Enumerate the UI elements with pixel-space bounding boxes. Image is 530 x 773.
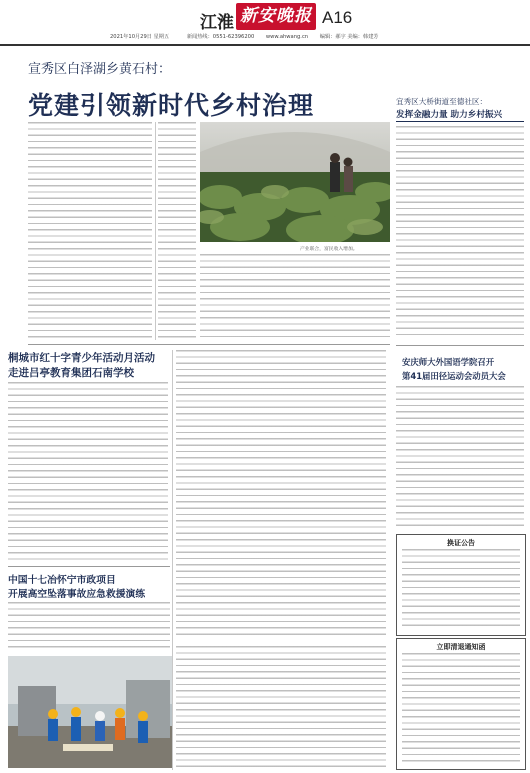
section-divider-3: [8, 566, 170, 567]
section-divider-2: [396, 345, 524, 346]
anqing-story-body: [396, 386, 524, 526]
masthead-logo: [236, 3, 316, 30]
masthead-divider: [0, 44, 530, 46]
notice-2-body: [402, 653, 520, 765]
notice-box-2: [396, 638, 526, 770]
date-line: 2021年10月29日 星期五: [110, 34, 170, 40]
masthead-logo-text: 新安晚报: [240, 6, 312, 26]
drill-photo: [8, 656, 172, 768]
rescue-drill-photo: [8, 656, 172, 768]
right-story-headline: 发挥金融力量 助力乡村振兴: [396, 110, 503, 120]
right-story-body: [396, 126, 524, 338]
masthead: [0, 0, 530, 46]
greenhouse-photo: [200, 122, 390, 242]
editors: 编辑：郝宇 美编：韩建芳: [319, 34, 379, 40]
column-divider: [155, 122, 156, 340]
column-divider: [172, 350, 173, 770]
hotel-story-headline-1: 桐城市红十字青少年活动月活动: [8, 352, 155, 364]
anqing-story-headline-1: 安庆师大外国语学院召开: [402, 357, 495, 367]
middle-story-body: [176, 350, 386, 640]
hotel-story-headline-2: 走进吕亭教育集团石南学校: [8, 367, 134, 379]
notice-1-body: [402, 549, 520, 631]
notice-2-title: 立即清退通知函: [436, 643, 486, 651]
right-story-divider: [396, 121, 524, 122]
masthead-page-number: A16: [322, 8, 353, 27]
lead-story-photo: [200, 122, 390, 242]
notice-1-title: 换证公告: [447, 539, 475, 547]
anqing-story-headline-2: 第41届田径运动会动员大会: [402, 371, 506, 381]
lead-story-body-col3: [200, 254, 390, 340]
right-story-kicker: 宜秀区大桥街道至德社区：: [396, 97, 488, 106]
party-story-headline-2: 开展高空坠落事故应急救援演练: [8, 589, 146, 600]
website: www.ahwang.cn: [265, 34, 309, 40]
lead-photo-caption: 产业联合，富民收入增加。: [300, 247, 358, 252]
lead-story-kicker: 宣秀区白泽湖乡黄石村：: [28, 62, 172, 77]
bottom-middle-body: [176, 646, 386, 768]
lead-story-body-col2: [158, 122, 196, 340]
hotline: 新闻热线：0551-62396200: [186, 34, 255, 40]
party-story-body: [8, 602, 170, 652]
section-divider-1: [28, 344, 390, 345]
masthead-info-line: [110, 33, 530, 41]
notice-box-1: [396, 534, 526, 636]
masthead-region: 江淮: [200, 13, 234, 33]
lead-story-headline: 党建引领新时代乡村治理: [28, 91, 315, 120]
lead-story-body-col1: [28, 122, 152, 340]
party-story-headline-1: 中国十七冶怀宁市政项目: [8, 575, 116, 586]
hotel-story-body: [8, 382, 168, 562]
